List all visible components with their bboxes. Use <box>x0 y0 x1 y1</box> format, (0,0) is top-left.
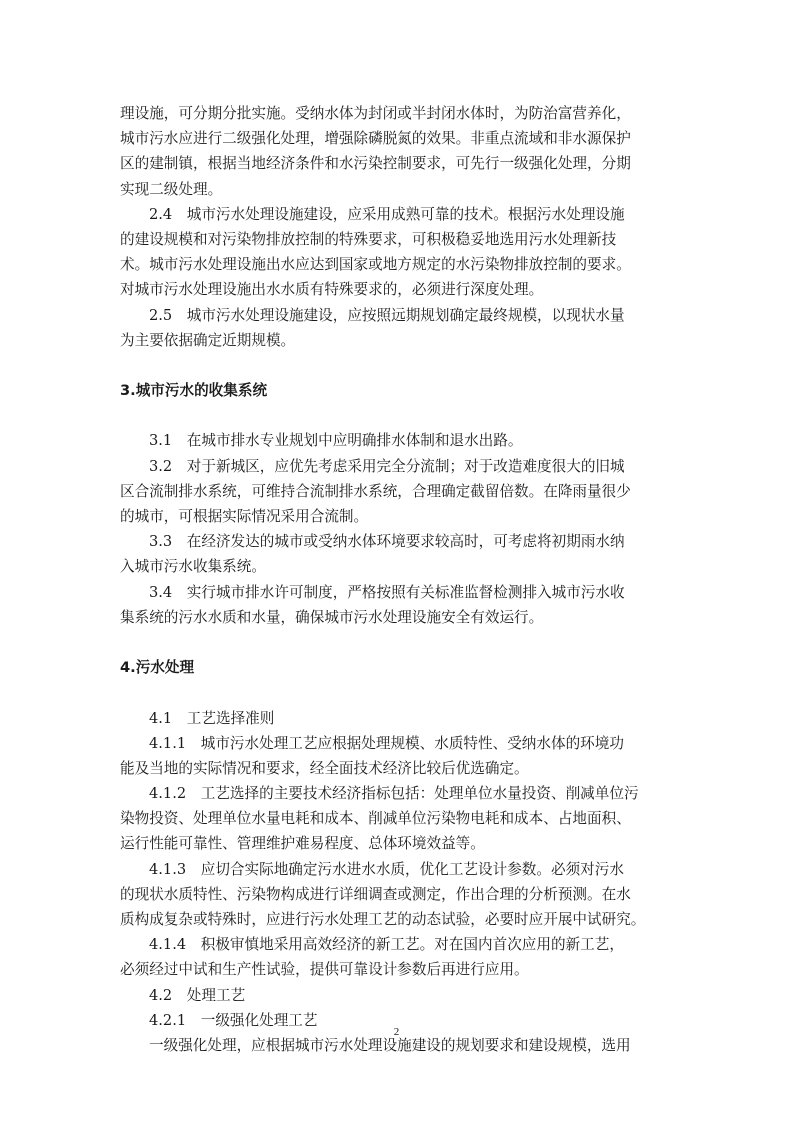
paragraph-line: 运行性能可靠性、管理维护难易程度、总体环境效益等。 <box>120 835 485 853</box>
document-page-body <box>120 101 680 1058</box>
paragraph-line: 的建设规模和对污染物排放控制的特殊要求，可积极稳妥地选用污水处理新技 <box>120 230 617 248</box>
paragraph-line: 3.3 在经济发达的城市或受纳水体环境要求较高时，可考虑将初期雨水纳 <box>149 533 625 551</box>
paragraph-line: 染物投资、处理单位水量电耗和成本、削减单位污染物电耗和成本、占地面积、 <box>120 810 631 828</box>
blank-line <box>120 630 680 655</box>
paragraph-line: 2.5 城市污水处理设施建设，应按照远期规划确定最终规模，以现状水量 <box>149 306 625 324</box>
paragraph-line: 4.1.2 工艺选择的主要技术经济指标包括：处理单位水量投资、削减单位污 <box>149 785 639 803</box>
paragraph-line: 4.1.1 城市污水处理工艺应根据处理规模、水质特性、受纳水体的环境功 <box>149 734 624 752</box>
blank-line <box>120 403 680 428</box>
paragraph-line: 的城市，可根据实际情况采用合流制。 <box>120 508 369 525</box>
blank-line <box>120 680 680 705</box>
paragraph-line: 3.1 在城市排水专业规划中应明确排水体制和退水出路。 <box>149 432 523 450</box>
section-heading-4: 4.污水处理 <box>120 659 195 677</box>
paragraph-line: 4.2.1 一级强化处理工艺 <box>149 1011 318 1029</box>
paragraph-line: 2.4 城市污水处理设施建设，应采用成熟可靠的技术。根据污水处理设施 <box>149 205 625 223</box>
paragraph-line: 4.1.3 应切合实际地确定污水进水水质，优化工艺设计参数。必须对污水 <box>149 860 624 878</box>
paragraph-line: 的现状水质特性、污染物构成进行详细调查或测定，作出合理的分析预测。在水 <box>120 885 631 903</box>
paragraph-line: 4.2 处理工艺 <box>149 986 246 1004</box>
paragraph-line: 必须经过中试和生产性试验，提供可靠设计参数后再进行应用。 <box>120 961 529 979</box>
paragraph-line: 为主要依据确定近期规模。 <box>120 331 296 349</box>
paragraph-line: 4.1 工艺选择准则 <box>149 709 275 727</box>
paragraph-line: 入城市污水收集系统。 <box>120 558 266 576</box>
blank-line <box>120 353 680 378</box>
paragraph-line: 实现二级处理。 <box>120 180 223 198</box>
paragraph-line: 城市污水应进行二级强化处理，增强除磷脱氮的效果。非重点流域和非水源保护 <box>120 130 631 148</box>
paragraph-line: 能及当地的实际情况和要求，经全面技术经济比较后优选确定。 <box>120 759 529 777</box>
page-number: 2 <box>393 1026 400 1038</box>
paragraph-line: 对城市污水处理设施出水水质有特殊要求的，必须进行深度处理。 <box>120 281 544 299</box>
paragraph-line: 理设施，可分期分批实施。受纳水体为封闭或半封闭水体时，为防治富营养化， <box>120 105 631 122</box>
paragraph-line: 集系统的污水水质和水量，确保城市污水处理设施安全有效运行。 <box>120 608 544 626</box>
paragraph-line: 术。城市污水处理设施出水应达到国家或地方规定的水污染物排放控制的要求。 <box>120 256 631 274</box>
paragraph-line: 质构成复杂或特殊时，应进行污水处理工艺的动态试验，必要时应开展中试研究。 <box>120 911 646 928</box>
paragraph-line: 3.2 对于新城区，应优先考虑采用完全分流制；对于改造难度很大的旧城 <box>149 457 625 475</box>
section-heading-3: 3.城市污水的收集系统 <box>120 382 268 400</box>
paragraph-line: 一级强化处理，应根据城市污水处理设施建设的规划要求和建设规模，选用 <box>149 1036 631 1054</box>
paragraph-line: 4.1.4 积极审慎地采用高效经济的新工艺。对在国内首次应用的新工艺， <box>149 936 624 954</box>
paragraph-line: 区合流制排水系统，可维持合流制排水系统，合理确定截留倍数。在降雨量很少 <box>120 482 631 500</box>
paragraph-line: 3.4 实行城市排水许可制度，严格按照有关标准监督检测排入城市污水收 <box>149 583 625 601</box>
paragraph-line: 区的建制镇，根据当地经济条件和水污染控制要求，可先行一级强化处理，分期 <box>120 155 631 173</box>
